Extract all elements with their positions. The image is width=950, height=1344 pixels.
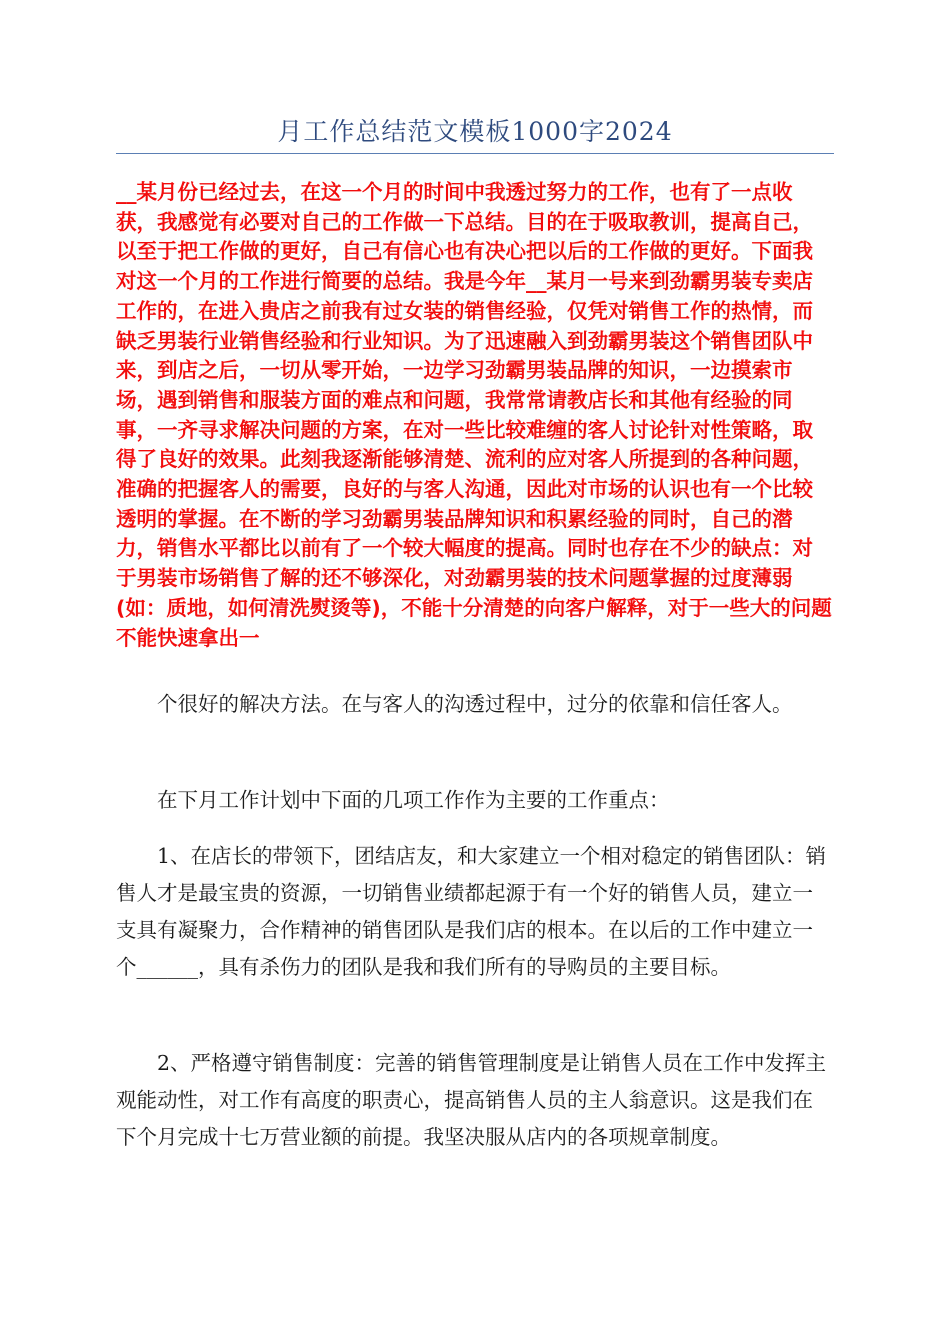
highlighted-red-paragraph: __某月份已经过去，在这一个月的时间中我透过努力的工作，也有了一点收获，我感觉有必要对自己的工作做一下总结。目的在于吸取教训，提高自己，以至于把工作做的更好，自己有信心也有决心把以后的工作做的更好。下面我对这一个月的工作进行简要的总结。我是今年__某月一号来到劲霸男装专卖店工作的，在进入贵店之前我有过女装的销售经验，仅凭对销售工作的热情，而缺乏男装行业销售经验和行业知识。为了迅速融入到劲霸男装这个销售团队中来，到店之后，一切从零开始，一边学习劲霸男装品牌的知识，一边摸索市场，遇到销售和服装方面的难点和问题，我常常请教店长和其他有经验的同事，一齐寻求解决问题的方案，在对一些比较难缠的客人讨论针对性策略，取得了良好的效果。此刻我逐渐能够清楚、流利的应对客人所提到的各种问题，准确的把握客人的需要，良好的与客人沟通，因此对市场的认识也有一个比较透明的掌握。在不断的学习劲霸男装品牌知识和积累经验的同时，自己的潜力，销售水平都比以前有了一个较大幅度的提高。同时也存在不少的缺点：对于男装市场销售了解的还不够深化，对劲霸男装的技术问题掌握的过度薄弱(如：质地，如何清洗熨烫等)，不能十分清楚的向客户解释，对于一些大的问题不能快速拿出一 <box>116 180 832 650</box>
document-title: 月工作总结范文模板1000字2024 <box>277 117 673 146</box>
body-paragraph-2: 在下月工作计划中下面的几项工作作为主要的工作重点： <box>157 788 670 812</box>
body-paragraph-3: 1、在店长的带领下，团结店友，和大家建立一个相对稳定的销售团队：销售人才是最宝贵的资源，一切销售业绩都起源于有一个好的销售人员，建立一支具有凝聚力，合作精神的销售团队是我们店的根本。在以后的工作中建立一个______，具有杀伤力的团队是我和我们所有的导购员的主要目标。 <box>116 844 827 979</box>
body-paragraph-4: 2、严格遵守销售制度：完善的销售管理制度是让销售人员在工作中发挥主观能动性，对工作有高度的职责心，提高销售人员的主人翁意识。这是我们在下个月完成十七万营业额的前提。我坚决服从店内的各项规章制度。 <box>116 1051 827 1149</box>
body-paragraph-1: 个很好的解决方法。在与客人的沟透过程中，过分的依靠和信任客人。 <box>157 692 793 716</box>
title-underline <box>116 153 834 154</box>
